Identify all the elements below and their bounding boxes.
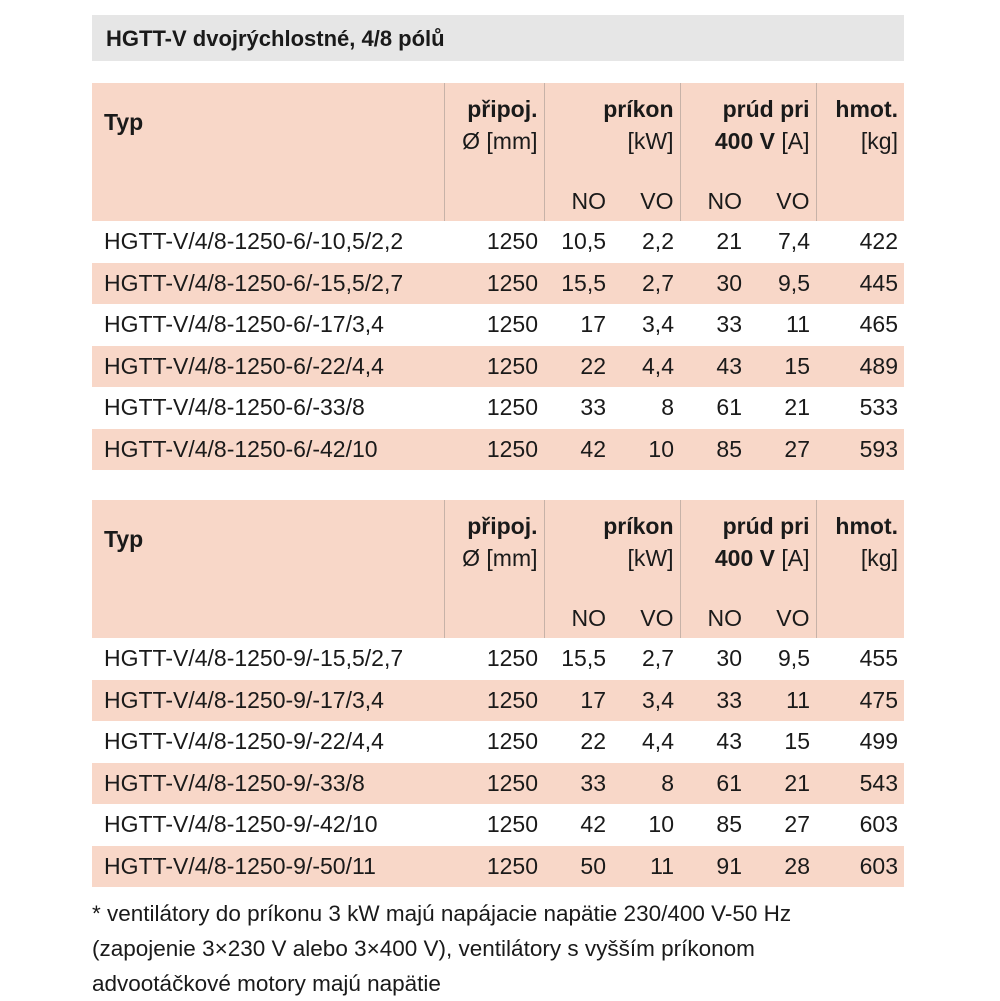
cell-prud-vo: 15 (748, 346, 816, 388)
cell-typ: HGTT-V/4/8-1250-9/-17/3,4 (92, 680, 444, 722)
cell-prikon-vo: 8 (661, 394, 674, 420)
subheader-no: NO (680, 181, 748, 221)
table-row (92, 429, 904, 471)
cell-prud-vo: 15 (784, 728, 810, 754)
cell-prikon-no: 50 (544, 846, 612, 888)
cell-prud-vo: 9,5 (748, 263, 816, 305)
cell-typ: HGTT-V/4/8-1250-9/-50/11 (92, 846, 444, 888)
cell-prud-no: 30 (680, 263, 748, 305)
header-prikon (544, 83, 680, 181)
cell-prud-vo: 28 (748, 846, 816, 888)
header-pripoj (444, 83, 544, 221)
cell-prikon-vo: 3,4 (612, 680, 680, 722)
header-prud (680, 500, 816, 598)
cell-pripoj: 1250 (486, 228, 538, 254)
cell-prud-no: 91 (680, 846, 748, 888)
header-prikon-label: príkon (603, 513, 674, 539)
subheader-vo: VO (612, 181, 680, 221)
cell-typ: HGTT-V/4/8-1250-9/-33/8 (92, 763, 444, 805)
header-prud-unit-a: [A] (774, 545, 810, 571)
cell-pripoj: 1250 (444, 763, 544, 805)
cell-pripoj: 1250 (444, 263, 544, 305)
cell-prud-no: 33 (680, 680, 748, 722)
header-prud-voltage: 400 V (714, 128, 775, 154)
cell-prikon-no: 10,5 (561, 228, 606, 254)
cell-pripoj: 1250 (444, 346, 544, 388)
cell-prikon-vo: 10 (612, 429, 680, 471)
cell-hmot: 445 (816, 263, 904, 305)
cell-prikon-vo: 2,2 (642, 228, 674, 254)
cell-prud-vo: 21 (784, 394, 810, 420)
cell-pripoj: 1250 (444, 680, 544, 722)
cell-prikon-no: 17 (580, 311, 606, 337)
subheader-no: NO (544, 181, 612, 221)
cell-hmot: 455 (859, 645, 898, 671)
header-typ: Typ (92, 83, 444, 221)
cell-pripoj: 1250 (486, 728, 538, 754)
cell-prud-no: 61 (680, 763, 748, 805)
cell-prud-vo: 11 (786, 311, 810, 337)
cell-prikon-vo: 2,7 (612, 263, 680, 305)
header-prud-voltage: 400 V (714, 545, 775, 571)
cell-hmot: 533 (859, 394, 898, 420)
table-row (92, 221, 904, 263)
cell-prikon-no: 22 (544, 346, 612, 388)
cell-prud-no: 61 (716, 394, 742, 420)
subheader-vo: VO (612, 598, 680, 638)
cell-prikon-no: 33 (544, 763, 612, 805)
cell-typ: HGTT-V/4/8-1250-6/-10,5/2,2 (104, 228, 404, 254)
header-hmot-unit: [kg] (860, 545, 898, 571)
table-row (92, 846, 904, 888)
cell-pripoj: 1250 (486, 311, 538, 337)
spec-table-9 (92, 500, 904, 887)
header-hmot-unit: [kg] (860, 128, 898, 154)
table-header-row (92, 500, 904, 598)
footnote: * ventilátory do príkonu 3 kW majú napájacie napätie 230/400 V-50 Hz (zapojenie 3×230 V alebo 3×400 V), ventilátory s vyšším príkonom advootáčkové motory majú napätie (92, 901, 792, 996)
cell-prikon-no: 42 (580, 811, 606, 837)
cell-prikon-vo: 8 (612, 763, 680, 805)
cell-prikon-no: 15,5 (561, 645, 606, 671)
cell-prikon-no: 22 (580, 728, 606, 754)
cell-typ: HGTT-V/4/8-1250-6/-17/3,4 (104, 311, 384, 337)
cell-hmot: 603 (859, 811, 898, 837)
table-row (92, 263, 904, 305)
header-hmot (816, 83, 904, 221)
cell-prud-vo: 7,4 (778, 228, 810, 254)
header-prikon-unit: [kW] (627, 545, 674, 571)
cell-prikon-vo: 2,7 (642, 645, 674, 671)
cell-prikon-vo: 11 (612, 846, 680, 888)
subheader-vo: VO (748, 598, 816, 638)
cell-hmot: 603 (816, 846, 904, 888)
table-row (92, 638, 904, 680)
header-pripoj-label: připoj. (467, 96, 538, 122)
section-title: HGTT-V dvojrýchlostné, 4/8 pólů (106, 26, 445, 51)
cell-pripoj: 1250 (486, 394, 538, 420)
cell-prikon-vo: 10 (648, 811, 674, 837)
cell-typ: HGTT-V/4/8-1250-6/-22/4,4 (92, 346, 444, 388)
cell-typ: HGTT-V/4/8-1250-6/-33/8 (104, 394, 365, 420)
header-hmot-label: hmot. (835, 513, 898, 539)
header-pripoj (444, 500, 544, 638)
header-prud-unit (681, 125, 810, 157)
header-hmot (816, 500, 904, 638)
header-prikon-unit: [kW] (627, 128, 674, 154)
subheader-no: NO (680, 598, 748, 638)
cell-pripoj: 1250 (444, 429, 544, 471)
table-row (92, 304, 904, 346)
cell-prud-no: 85 (680, 429, 748, 471)
cell-prikon-no: 33 (580, 394, 606, 420)
cell-prud-no: 33 (716, 311, 742, 337)
cell-typ: HGTT-V/4/8-1250-9/-42/10 (104, 811, 378, 837)
table-header-row (92, 83, 904, 181)
section-title-bar (92, 15, 904, 61)
cell-hmot: 543 (816, 763, 904, 805)
table-row (92, 721, 904, 763)
cell-typ: HGTT-V/4/8-1250-6/-42/10 (92, 429, 444, 471)
cell-prikon-no: 15,5 (544, 263, 612, 305)
cell-hmot: 499 (859, 728, 898, 754)
table-row (92, 680, 904, 722)
header-pripoj-unit: Ø [mm] (462, 545, 538, 571)
header-hmot-label: hmot. (835, 96, 898, 122)
header-typ: Typ (92, 500, 444, 638)
cell-typ: HGTT-V/4/8-1250-9/-22/4,4 (104, 728, 384, 754)
cell-hmot: 465 (859, 311, 898, 337)
header-pripoj-label: připoj. (467, 513, 538, 539)
table-row (92, 387, 904, 429)
header-prud-unit-a: [A] (774, 128, 810, 154)
header-pripoj-unit: Ø [mm] (462, 128, 538, 154)
cell-pripoj: 1250 (486, 645, 538, 671)
table-row (92, 346, 904, 388)
cell-typ: HGTT-V/4/8-1250-6/-15,5/2,7 (92, 263, 444, 305)
cell-prud-vo: 11 (748, 680, 816, 722)
cell-prud-no: 21 (716, 228, 742, 254)
cell-prikon-vo: 4,4 (642, 728, 674, 754)
cell-pripoj: 1250 (486, 811, 538, 837)
cell-typ: HGTT-V/4/8-1250-9/-15,5/2,7 (104, 645, 404, 671)
cell-prud-vo: 27 (784, 811, 810, 837)
header-prud-unit (681, 542, 810, 574)
cell-pripoj: 1250 (444, 846, 544, 888)
subheader-no: NO (544, 598, 612, 638)
cell-prud-no: 85 (716, 811, 742, 837)
header-prud-label: prúd pri (722, 513, 810, 539)
cell-prikon-no: 42 (544, 429, 612, 471)
cell-hmot: 422 (859, 228, 898, 254)
cell-prud-no: 43 (680, 346, 748, 388)
subheader-vo: VO (748, 181, 816, 221)
cell-prikon-vo: 3,4 (642, 311, 674, 337)
cell-hmot: 489 (816, 346, 904, 388)
cell-hmot: 475 (816, 680, 904, 722)
cell-prikon-no: 17 (544, 680, 612, 722)
cell-prud-no: 30 (716, 645, 742, 671)
cell-prud-vo: 21 (748, 763, 816, 805)
cell-hmot: 593 (816, 429, 904, 471)
cell-prud-vo: 27 (748, 429, 816, 471)
cell-prud-vo: 9,5 (778, 645, 810, 671)
header-prikon (544, 500, 680, 598)
header-prud (680, 83, 816, 181)
header-prud-label: prúd pri (722, 96, 810, 122)
spec-table-6 (92, 83, 904, 470)
table-row (92, 804, 904, 846)
table-row (92, 763, 904, 805)
header-prikon-label: príkon (603, 96, 674, 122)
cell-prud-no: 43 (716, 728, 742, 754)
cell-prikon-vo: 4,4 (612, 346, 680, 388)
